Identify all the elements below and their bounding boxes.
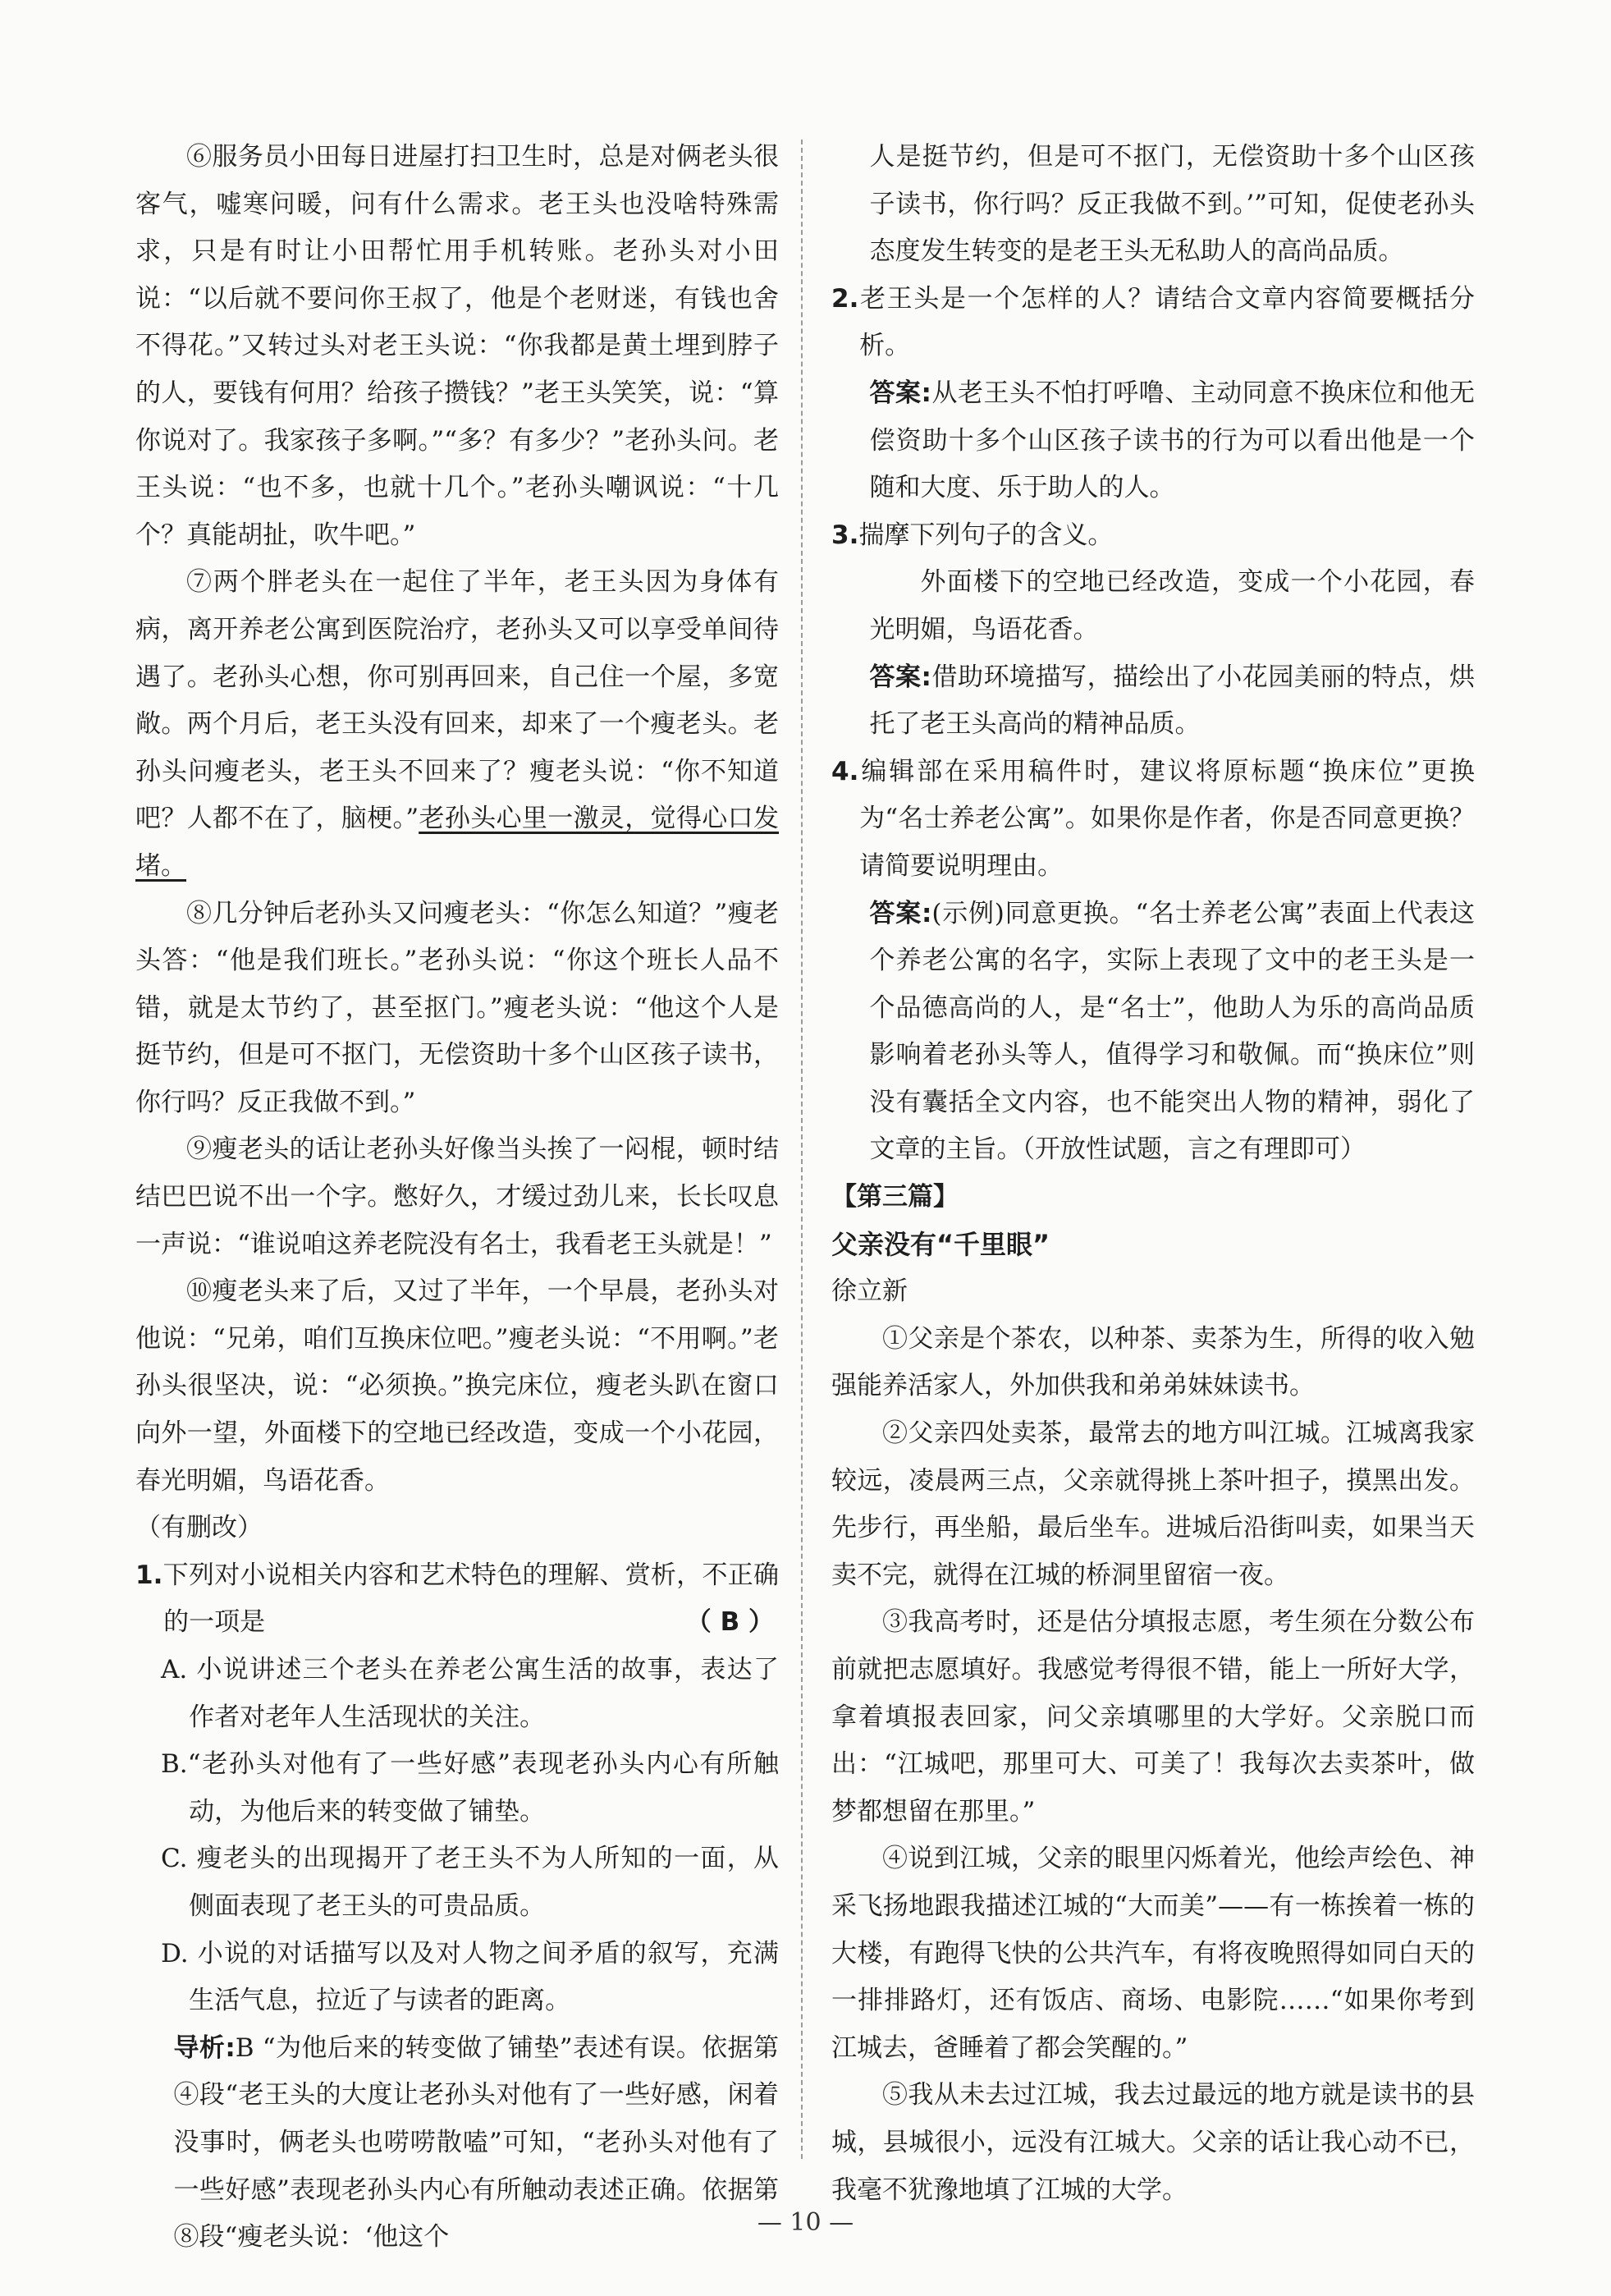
- guide-continuation: 人是挺节约，但是可不抠门，无偿资助十多个山区孩子读书，你行吗？反正我做不到。’”可知，促使老孙头态度发生转变的是老王头无私助人的高尚品质。: [869, 142, 1475, 267]
- question-3-sentence: 外面楼下的空地已经改造，变成一个小花园，春光明媚，鸟语花香。: [869, 567, 1475, 644]
- question-1-answer: （ B ）: [685, 1607, 774, 1638]
- question-2-text: 老王头是一个怎样的人？请结合文章内容简要概括分析。: [858, 283, 1475, 361]
- question-2: [831, 276, 1475, 370]
- question-3: [831, 512, 1475, 560]
- guide-label: 导析:: [173, 2032, 236, 2063]
- option-b: B.“老孙头对他有了一些好感”表现老孙头内心有所触动，为他后来的转变做了铺垫。: [161, 1749, 779, 1826]
- question-3-number: 3.: [831, 520, 859, 550]
- question-1-text: 下列对小说相关内容和艺术特色的理解、赏析，不正确的一项是: [162, 1560, 779, 1638]
- paragraph-7-text: ⑦两个胖老头在一起住了半年，老王头因为身体有病，离开养老公寓到医院治疗，老孙头又可以享受单间待遇了。老孙头心想，你可别再回来，自己住一个屋，多宽敞。两个月后，老王头没有回来，却来了一个瘦老头。老孙头问瘦老头，老王头不回来了？瘦老头说：“你不知道吧？人都不在了，脑梗。”: [135, 567, 779, 834]
- paragraph-10: ⑩瘦老头来了后，又过了半年，一个早晨，老孙头对他说：“兄弟，咱们互换床位吧。”瘦老头说：“不用啊。”老孙头很坚决，说：“必须换。”换完床位，瘦老头趴在窗口向外一望，外面楼下的空地已经改造，变成一个小花园，春光明媚，鸟语花香。: [135, 1276, 779, 1496]
- article-paragraph-2: ②父亲四处卖茶，最常去的地方叫江城。江城离我家较远，凌晨两三点，父亲就得挑上茶叶担子，摸黑出发。先步行，再坐船，最后坐车。进城后沿街叫卖，如果当天卖不完，就得在江城的桥洞里留宿一夜。: [831, 1418, 1475, 1590]
- paragraph-8: ⑧几分钟后老孙头又问瘦老头：“你怎么知道？”瘦老头答：“他是我们班长。”老孙头说：“你这个班长人品不错，就是太节约了，甚至抠门。”瘦老头说：“他这个人是挺节约，但是可不抠门，无偿资助十多个山区孩子读书，你行吗？反正我做不到。”: [135, 898, 779, 1117]
- question-1: [135, 1552, 779, 1647]
- answer-text: 借助环境描写，描绘出了小花园美丽的特点，烘托了老王头高尚的精神品质。: [869, 662, 1475, 740]
- answer-text: 从老王头不怕打呼噜、主动同意不换床位和他无偿资助十多个山区孩子读书的行为可以看出他是一个随和大度、乐于助人的人。: [869, 378, 1475, 503]
- paragraph-9: ⑨瘦老头的话让老孙头好像当头挨了一闷棍，顿时结结巴巴说不出一个字。憋好久，才缓过劲儿来，长长叹息一声说：“谁说咱这养老院没有名士，我看老王头就是！”: [135, 1134, 779, 1259]
- question-4: [831, 749, 1475, 891]
- page-number: — 10 —: [757, 2208, 854, 2237]
- source-note: （有删改）: [135, 1513, 263, 1543]
- question-2-number: 2.: [831, 283, 859, 314]
- article-paragraph-5: ⑤我从未去过江城，我去过最远的地方就是读书的县城，县城很小，远没有江城大。父亲的话让我心动不已，我毫不犹豫地填了江城的大学。: [831, 2080, 1475, 2205]
- question-4-number: 4.: [831, 756, 859, 786]
- paragraph-6: ⑥服务员小田每日进屋打扫卫生时，总是对俩老头很客气，嘘寒问暖，问有什么需求。老王头也没啥特殊需求，只是有时让小田帮忙用手机转账。老孙头对小田说：“以后就不要问你王叔了，他是个老财迷，有钱也舍不得花。”又转过头对老王头说：“你我都是黄土埋到脖子的人，要钱有何用？给孩子攒钱？”老王头笑笑，说：“算你说对了。我家孩子多啊。”“多？有多少？”老孙头问。老王头说：“也不多，也就十几个。”老孙头嘲讽说：“十几个？真能胡扯，吹牛吧。”: [135, 142, 779, 550]
- guide-text: B “为他后来的转变做了铺垫”表述有误。依据第④段“老王头的大度让老孙头对他有了一些好感，闲着没事时，俩老头也唠唠散嗑”可知，“老孙头对他有了一些好感”表现老孙头内心有所触动表述正确。依据第⑧段“瘦老头说：‘他这个: [173, 2032, 779, 2252]
- option-d: D. 小说的对话描写以及对人物之间矛盾的叙写，充满生活气息，拉近了与读者的距离。: [161, 1938, 779, 2016]
- answer-label: 答案:: [869, 662, 931, 692]
- option-a: A. 小说讲述三个老头在养老公寓生活的故事，表达了作者对老年人生活现状的关注。: [161, 1655, 779, 1732]
- column-divider: [801, 140, 803, 2159]
- article-author: 徐立新: [831, 1276, 908, 1307]
- question-4-answer: [831, 891, 1475, 1175]
- question-3-answer: [831, 654, 1475, 749]
- question-2-answer: [831, 370, 1475, 512]
- question-1-number: 1.: [135, 1560, 163, 1590]
- right-column: [831, 134, 1475, 2214]
- question-4-text: 编辑部在采用稿件时，建议将原标题“换床位”更换为“名士养老公寓”。如果你是作者，你是否同意更换？请简要说明理由。: [858, 756, 1475, 881]
- option-c: C. 瘦老头的出现揭开了老王头不为人所知的一面，从侧面表现了老王头的可贵品质。: [161, 1844, 779, 1921]
- paragraph-7: [135, 559, 779, 890]
- article-paragraph-3: ③我高考时，还是估分填报志愿，考生须在分数公布前就把志愿填好。我感觉考得很不错，能上一所好大学，拿着填报表回家，问父亲填哪里的大学好。父亲脱口而出：“江城吧，那里可大、可美了！我每次去卖茶叶，做梦都想留在那里。”: [831, 1607, 1475, 1826]
- left-column: [135, 134, 779, 2262]
- article-paragraph-4: ④说到江城，父亲的眼里闪烁着光，他绘声绘色、神采飞扬地跟我描述江城的“大而美”——有一栋挨着一栋的大楼，有跑得飞快的公共汽车，有将夜晚照得如同白天的一排排路灯，还有饭店、商场、电影院……“如果你考到江城去，爸睡着了都会笑醒的。”: [831, 1844, 1475, 2063]
- answer-label: 答案:: [869, 378, 931, 408]
- article-title: 父亲没有“千里眼”: [831, 1228, 1050, 1260]
- article-paragraph-1: ①父亲是个茶农，以种茶、卖茶为生，所得的收入勉强能养活家人，外加供我和弟弟妹妹读书。: [831, 1323, 1475, 1401]
- question-3-text: 揣摩下列句子的含义。: [858, 520, 1114, 550]
- answer-label: 答案:: [869, 898, 932, 928]
- answer-text: (示例)同意更换。“名士养老公寓”表面上代表这个养老公寓的名字，实际上表现了文中的老王头是一个品德高尚的人，是“名士”，他助人为乐的高尚品质影响着老孙头等人，值得学习和敬佩。而“换床位”则没有囊括全文内容，也不能突出人物的精神，弱化了文章的主旨。（开放性试题，言之有理即可）: [869, 898, 1475, 1165]
- section-heading: 【第三篇】: [831, 1182, 959, 1212]
- underlined-sentence: 老孙头心里一激灵，觉得心口发堵。: [135, 804, 779, 881]
